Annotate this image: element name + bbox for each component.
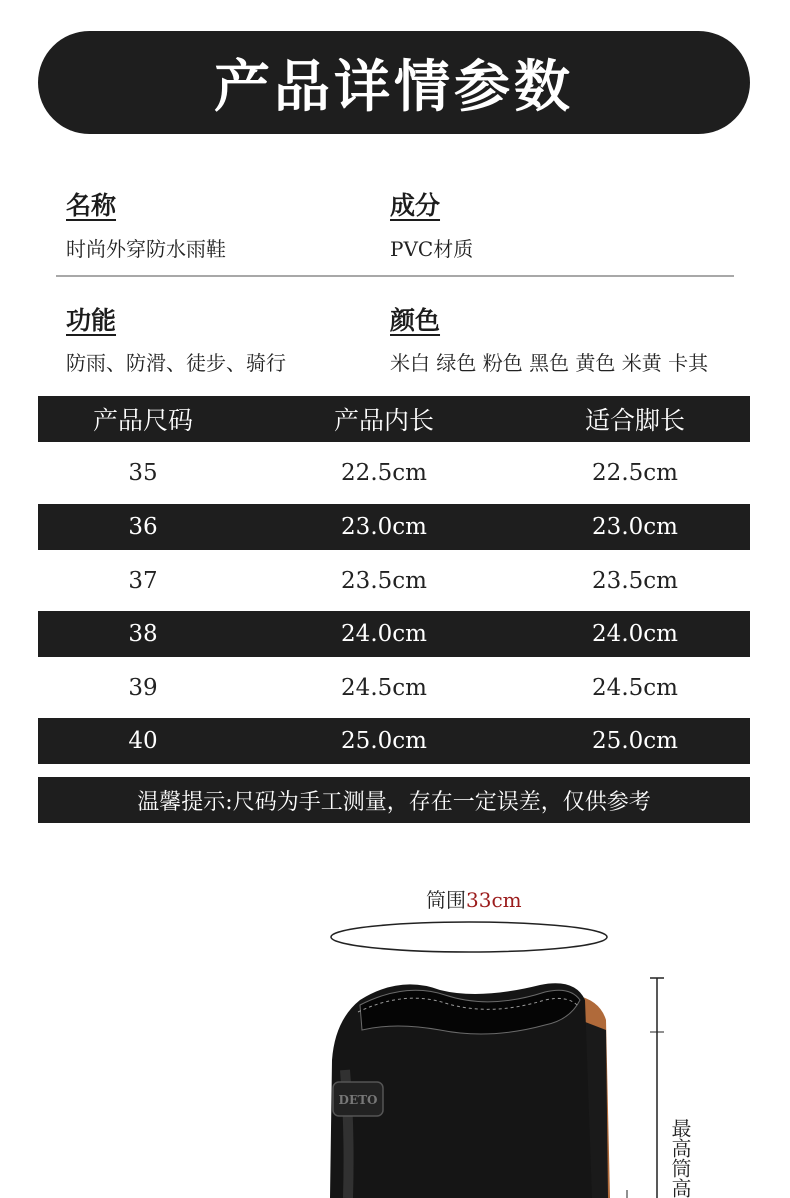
size-cell: 38 [128, 621, 158, 647]
size-cell: 36 [128, 514, 158, 540]
header-inner-length: 产品内长 [333, 406, 434, 435]
spec-color-value: 米白 绿色 粉色 黑色 黄色 米黄 卡其 [390, 351, 709, 375]
foot-length-cell: 23.5cm [592, 567, 678, 594]
foot-length-cell: 24.5cm [592, 674, 678, 701]
spec-name-value: 时尚外穿防水雨鞋 [66, 237, 226, 261]
size-cell: 37 [128, 567, 158, 594]
page-title: 产品详情参数 [214, 53, 574, 120]
inner-length-cell: 24.0cm [341, 621, 427, 647]
foot-length-cell: 25.0cm [592, 728, 678, 754]
spec-function-value: 防雨、防滑、徒步、骑行 [66, 351, 286, 375]
inner-length-cell: 23.5cm [341, 567, 427, 594]
measurement-notice: 温馨提示:尺码为手工测量，存在一定误差，仅供参考 [38, 777, 750, 823]
height-label: 最高筒高 [668, 1118, 692, 1198]
size-cell: 35 [128, 460, 158, 486]
inner-length-cell: 25.0cm [341, 728, 427, 754]
girth-ellipse [331, 922, 607, 952]
header-foot-length: 适合脚长 [584, 406, 685, 435]
inner-length-cell: 24.5cm [341, 674, 427, 701]
inner-length-cell: 23.0cm [341, 514, 427, 540]
foot-length-cell: 22.5cm [592, 460, 678, 486]
spec-name-label: 名称 [66, 191, 117, 220]
spec-function-label: 功能 [66, 306, 117, 335]
size-cell: 39 [128, 674, 158, 701]
girth-value: 33cm [466, 888, 522, 912]
boot-logo-text: DETO [338, 1093, 378, 1107]
foot-length-cell: 24.0cm [592, 621, 678, 647]
header-size: 产品尺码 [92, 406, 193, 435]
spec-material-value: PVC材质 [390, 237, 474, 261]
inner-length-cell: 22.5cm [341, 460, 427, 486]
spec-color-label: 颜色 [390, 306, 441, 335]
foot-length-cell: 23.0cm [592, 514, 678, 540]
spec-material-label: 成分 [390, 191, 441, 220]
girth-label-text: 筒围 [426, 888, 466, 912]
size-cell: 40 [128, 728, 158, 754]
